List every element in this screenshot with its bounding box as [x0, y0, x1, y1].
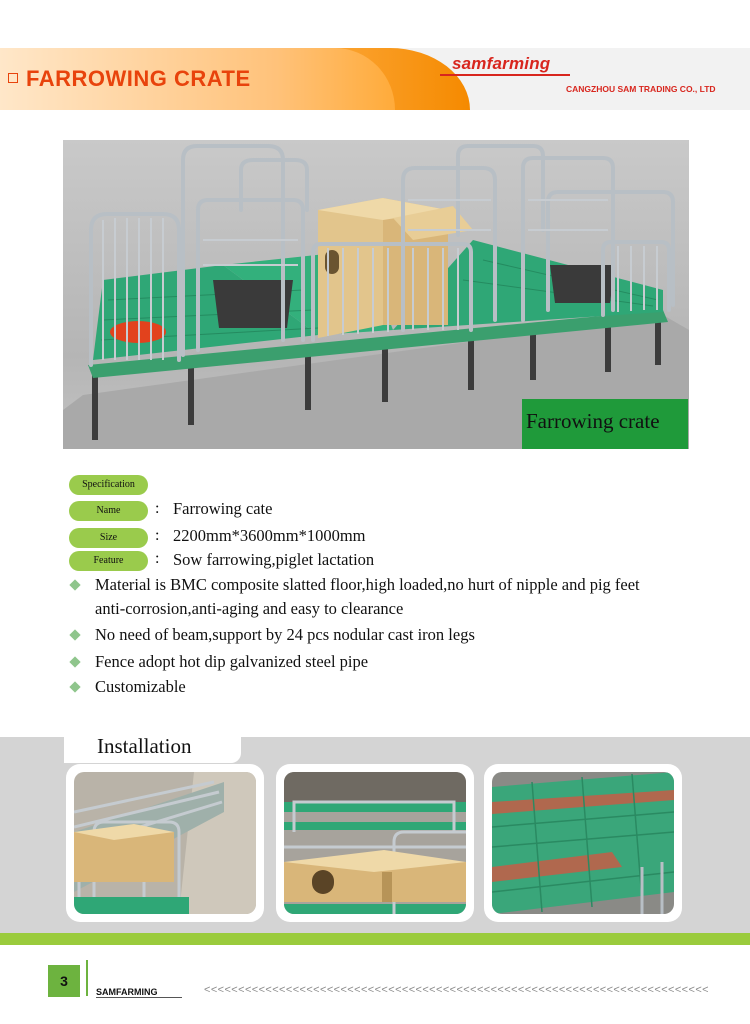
spec-label-size: Size: [69, 528, 148, 548]
spec-colon: :: [155, 550, 160, 567]
spec-value-feature: Sow farrowing,piglet lactation: [173, 550, 375, 569]
spec-label-feature: Feature: [69, 551, 148, 571]
spec-value-size: 2200mm*3600mm*1000mm: [173, 526, 366, 545]
barn-rows-illustration: [74, 772, 256, 914]
square-bullet-icon: [8, 73, 18, 83]
footer-divider: [86, 960, 88, 996]
brand-logo: samfarming: [452, 54, 551, 73]
diamond-bullet-icon: [69, 629, 80, 640]
footer-brand: SAMFARMING: [96, 987, 158, 997]
installation-photo-2: [276, 764, 474, 922]
installation-photo-1: [66, 764, 264, 922]
diamond-bullet-icon: [69, 681, 80, 692]
spec-colon: :: [155, 500, 160, 517]
footer-arrows: <<<<<<<<<<<<<<<<<<<<<<<<<<<<<<<<<<<<<<<<<<<<<<<<<<<<<<<<<<<<<<<<<<<<<<<<<<: [204, 984, 709, 996]
spec-value-name: Farrowing cate: [173, 499, 273, 518]
page-number: 3: [48, 965, 80, 997]
slatted-floor-illustration: [492, 772, 674, 914]
company-name: CANGZHOU SAM TRADING CO., LTD: [566, 84, 716, 94]
photo-caption: Farrowing crate: [522, 399, 688, 449]
section-divider-bar: [0, 933, 750, 945]
diamond-bullet-icon: [69, 656, 80, 667]
spec-label-name: Name: [69, 501, 148, 521]
header-banner: [0, 48, 750, 110]
diamond-bullet-icon: [69, 579, 80, 590]
specification-heading: Specification: [69, 475, 148, 495]
footer-rule: [96, 997, 182, 998]
crate-boxes-illustration: [284, 772, 466, 914]
logo-underline: [440, 74, 570, 76]
installation-photo-3: [484, 764, 682, 922]
spec-colon: :: [155, 527, 160, 544]
page-title: FARROWING CRATE: [8, 66, 251, 92]
installation-title: Installation: [97, 734, 192, 758]
